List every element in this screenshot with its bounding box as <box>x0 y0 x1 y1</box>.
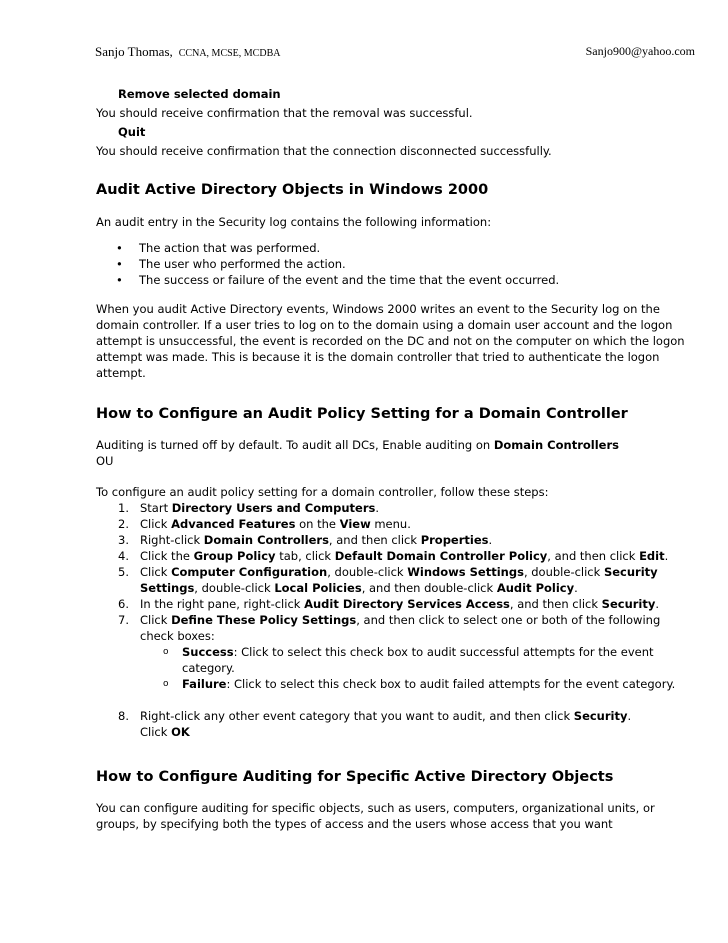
text: on the <box>299 517 336 531</box>
step-4 <box>96 548 686 564</box>
step-number: 3. <box>118 533 129 547</box>
bold-term: Define These Policy Settings <box>171 613 357 627</box>
step-8 <box>96 708 686 740</box>
step-2 <box>96 516 686 532</box>
quit-label: Quit <box>118 125 146 139</box>
step-5 <box>96 564 686 596</box>
text: Click the <box>140 549 190 563</box>
author-name: Sanjo Thomas, <box>95 44 173 59</box>
bold-term: Computer Configuration <box>171 565 328 579</box>
bold-term: Default Domain Controller Policy <box>334 549 548 563</box>
bold-term: Domain Controllers <box>203 533 329 547</box>
checkbox-options-list <box>140 644 686 692</box>
text: , and then click to select one or both of the following check boxes: <box>140 613 661 643</box>
bold-term: Security <box>601 597 656 611</box>
header-credentials: CCNA, MCSE, MCDBA <box>178 48 281 59</box>
text: , and then click <box>509 597 599 611</box>
text: . <box>655 597 660 611</box>
remove-domain-label: Remove selected domain <box>118 87 281 101</box>
audit-info-list <box>96 240 686 288</box>
text: , double-click <box>194 581 271 595</box>
step-number: 6. <box>118 597 129 611</box>
text: . <box>627 709 632 723</box>
step-number: 7. <box>118 613 129 627</box>
step-number: 2. <box>118 517 129 531</box>
text: . <box>375 501 379 515</box>
bold-term: Audit Directory Services Access <box>304 597 510 611</box>
list-item <box>140 644 686 676</box>
text: . <box>664 549 669 563</box>
bold-term: Directory Users and Computers <box>171 501 376 515</box>
header-email: Sanjo900@yahoo.com <box>585 44 695 58</box>
auditing-default-text <box>96 437 686 469</box>
bold-term: Audit Policy <box>496 581 575 595</box>
list-item: • The user who performed the action. <box>96 256 686 272</box>
section-title-audit-policy: How to Configure an Audit Policy Setting for a Domain Controller <box>96 406 628 422</box>
quit-text: You should receive confirmation that the connection disconnected successfully. <box>96 144 552 158</box>
text: Start <box>140 501 169 515</box>
step-6 <box>96 596 686 612</box>
intro-bold: Domain Controllers <box>493 438 619 452</box>
list-item: • The action that was performed. <box>96 240 686 256</box>
bold-term: Properties <box>420 533 489 547</box>
text: menu. <box>374 517 411 531</box>
step-number: 4. <box>118 549 129 563</box>
text: , double-click <box>523 565 601 579</box>
page-header <box>95 44 695 64</box>
header-author <box>95 44 280 60</box>
text: , and then double-click <box>361 581 494 595</box>
bold-term: Windows Settings <box>407 565 524 579</box>
text: Right-click any other event category that you want to audit, and then click <box>140 709 571 723</box>
step-7 <box>96 612 686 692</box>
bold-term: Success <box>182 645 234 659</box>
bold-term: OK <box>171 725 190 739</box>
intro-text: Auditing is turned off by default. To audit all DCs, Enable auditing on <box>96 438 491 452</box>
steps-intro: To configure an audit policy setting for a domain controller, follow these steps: <box>96 485 549 499</box>
text: tab, click <box>279 549 332 563</box>
step-1 <box>96 500 686 516</box>
text: Right-click <box>140 533 201 547</box>
remove-domain-text: You should receive confirmation that the removal was successful. <box>96 106 473 120</box>
bold-term: Advanced Features <box>171 517 296 531</box>
section-title-audit-ad: Audit Active Directory Objects in Windows 2000 <box>96 182 489 198</box>
text: . <box>574 581 578 595</box>
text: , double-click <box>327 565 404 579</box>
text: In the right pane, right-click <box>140 597 301 611</box>
specific-objects-paragraph: You can configure auditing for specific objects, such as users, computers, organizational units, or groups, by specifying both the types of access and the users whose access that you want <box>96 801 655 831</box>
text: Click <box>140 613 168 627</box>
bold-term: Failure <box>182 677 227 691</box>
list-item: • The success or failure of the event and the time that the event occurred. <box>96 272 686 288</box>
audit-paragraph: When you audit Active Directory events, Windows 2000 writes an event to the Security log on the domain controller. If a user tries to log on to the domain using a domain user account and the logon attempt is unsuccessful, the event is recorded on the DC and not on the computer on which the logon attempt was made. This is because it is the domain controller that tried to authenticate the logon attempt. <box>96 302 685 380</box>
audit-intro: An audit entry in the Security log contains the following information: <box>96 215 492 229</box>
bold-term: Security <box>573 709 628 723</box>
bold-term: Edit <box>639 549 665 563</box>
document-body <box>96 82 686 832</box>
text: , and then click <box>328 533 418 547</box>
step-3 <box>96 532 686 548</box>
step-number: 5. <box>118 565 129 579</box>
text: Click <box>140 517 168 531</box>
text: : Click to select this check box to audit successful attempts for the event category. <box>182 645 654 675</box>
text: Click <box>140 725 168 739</box>
intro-ou: OU <box>96 454 114 468</box>
list-item <box>140 676 686 692</box>
text: . <box>488 533 493 547</box>
text: : Click to select this check box to audit failed attempts for the event category. <box>226 677 676 691</box>
bold-term: Local Policies <box>274 581 362 595</box>
section-title-specific-objects: How to Configure Auditing for Specific Active Directory Objects <box>96 769 614 785</box>
text: Click <box>140 565 168 579</box>
bold-term: Security Settings <box>140 565 658 595</box>
step-number: 8. <box>118 709 129 723</box>
bold-term: View <box>339 517 371 531</box>
bold-term: Group Policy <box>193 549 276 563</box>
step-number: 1. <box>118 501 129 515</box>
steps-list <box>96 500 686 740</box>
text: , and then click <box>547 549 636 563</box>
